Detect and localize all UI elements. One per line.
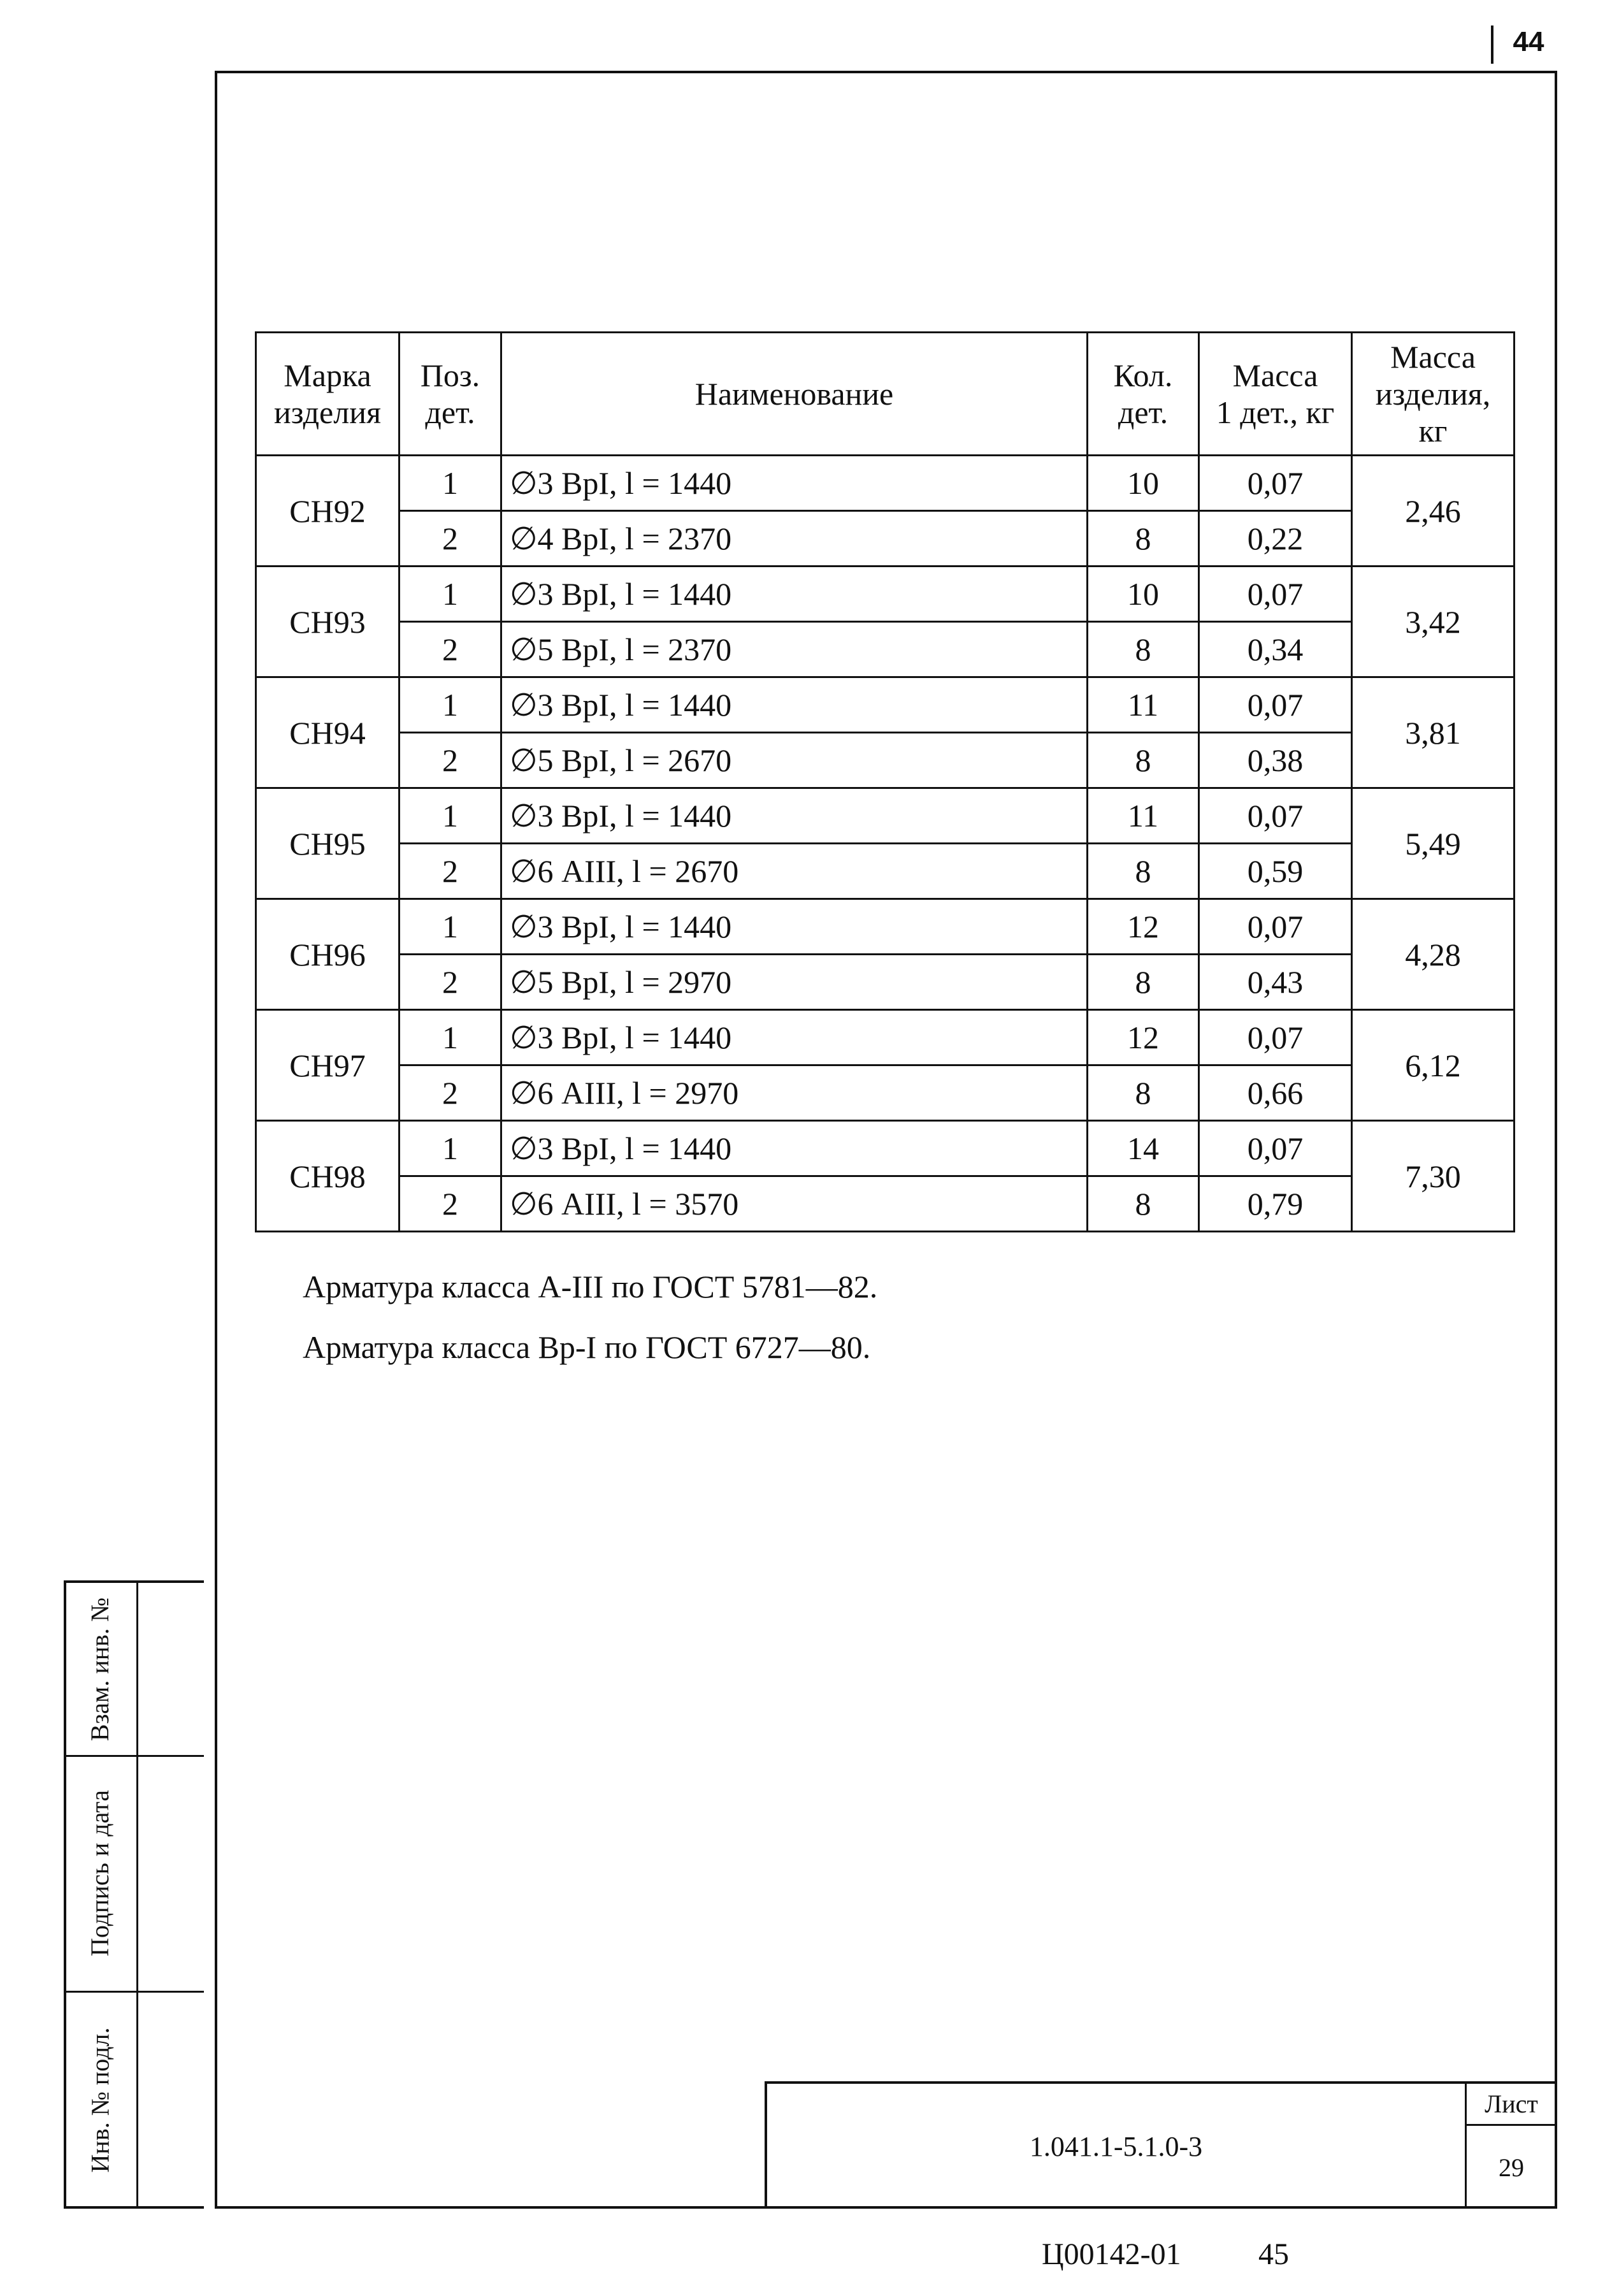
table-row <box>256 1176 1515 1232</box>
pos-cell: 2 <box>399 622 501 677</box>
table-row <box>256 567 1515 622</box>
mark-cell: СН98 <box>256 1121 399 1232</box>
name-cell: ∅3 ВрI, l = 1440 <box>501 899 1088 955</box>
table-row <box>256 456 1515 511</box>
pos-cell: 2 <box>399 733 501 788</box>
qty-cell: 8 <box>1088 955 1199 1010</box>
name-cell: ∅6 АIII, l = 3570 <box>501 1176 1088 1232</box>
mass-cell: 0,34 <box>1199 622 1352 677</box>
table-row <box>256 844 1515 899</box>
mass-cell: 0,07 <box>1199 456 1352 511</box>
table-row <box>256 899 1515 955</box>
qty-cell: 12 <box>1088 899 1199 955</box>
sidebar-label-replace-inv: Взам. инв. № <box>85 1597 115 1741</box>
qty-cell: 10 <box>1088 567 1199 622</box>
mark-cell: СН93 <box>256 567 399 677</box>
name-cell: ∅3 ВрI, l = 1440 <box>501 1121 1088 1176</box>
table-row <box>256 622 1515 677</box>
footer-page-number: 45 <box>1258 2237 1289 2271</box>
mark-cell: СН96 <box>256 899 399 1010</box>
approval-sidebar <box>64 1580 204 2209</box>
sheet-number: 29 <box>1499 2153 1524 2182</box>
mass-cell: 0,38 <box>1199 733 1352 788</box>
pos-cell: 2 <box>399 1176 501 1232</box>
pos-cell: 1 <box>399 1010 501 1065</box>
name-cell: ∅5 ВрI, l = 2670 <box>501 733 1088 788</box>
qty-cell: 8 <box>1088 1065 1199 1121</box>
table-row <box>256 511 1515 567</box>
name-cell: ∅3 ВрI, l = 1440 <box>501 456 1088 511</box>
table-row <box>256 677 1515 733</box>
pos-cell: 1 <box>399 788 501 844</box>
qty-cell: 8 <box>1088 733 1199 788</box>
pos-cell: 1 <box>399 677 501 733</box>
pos-cell: 1 <box>399 899 501 955</box>
mark-cell: СН94 <box>256 677 399 788</box>
table-row <box>256 1010 1515 1065</box>
total-mass-cell: 3,42 <box>1352 567 1515 677</box>
mass-cell: 0,07 <box>1199 1121 1352 1176</box>
name-cell: ∅5 ВрI, l = 2970 <box>501 955 1088 1010</box>
table-header-row <box>256 333 1515 456</box>
specification-table <box>255 331 1515 1232</box>
total-mass-cell: 5,49 <box>1352 788 1515 899</box>
total-mass-cell: 7,30 <box>1352 1121 1515 1232</box>
mark-cell: СН97 <box>256 1010 399 1121</box>
name-cell: ∅3 ВрI, l = 1440 <box>501 567 1088 622</box>
mark-cell: СН95 <box>256 788 399 899</box>
table-row <box>256 955 1515 1010</box>
mass-cell: 0,07 <box>1199 677 1352 733</box>
mass-cell: 0,07 <box>1199 899 1352 955</box>
total-mass-cell: 3,81 <box>1352 677 1515 788</box>
qty-cell: 11 <box>1088 677 1199 733</box>
sheet-label: Лист <box>1467 2084 1556 2126</box>
table-row <box>256 1121 1515 1176</box>
mass-cell: 0,43 <box>1199 955 1352 1010</box>
name-cell: ∅3 ВрI, l = 1440 <box>501 788 1088 844</box>
pos-cell: 2 <box>399 1065 501 1121</box>
mass-cell: 0,22 <box>1199 511 1352 567</box>
mass-cell: 0,07 <box>1199 788 1352 844</box>
header-mark: Марка изделия <box>256 333 399 456</box>
pos-cell: 2 <box>399 511 501 567</box>
mark-cell: СН92 <box>256 456 399 567</box>
qty-cell: 14 <box>1088 1121 1199 1176</box>
header-pos: Поз. дет. <box>399 333 501 456</box>
table-row <box>256 1065 1515 1121</box>
name-cell: ∅4 ВрI, l = 2370 <box>501 511 1088 567</box>
note-reinforcement-vr1: Арматура класса Вр-I по ГОСТ 6727—80. <box>303 1329 871 1365</box>
mass-cell: 0,07 <box>1199 567 1352 622</box>
qty-cell: 11 <box>1088 788 1199 844</box>
pos-cell: 2 <box>399 955 501 1010</box>
pos-cell: 1 <box>399 567 501 622</box>
mass-cell: 0,66 <box>1199 1065 1352 1121</box>
table-row <box>256 733 1515 788</box>
sidebar-label-original-inv: Инв. № подл. <box>85 2027 115 2172</box>
corner-page-number: 44 <box>1491 25 1564 64</box>
name-cell: ∅3 ВрI, l = 1440 <box>501 677 1088 733</box>
table-row <box>256 788 1515 844</box>
pos-cell: 1 <box>399 456 501 511</box>
header-mass-total: Масса изделия, кг <box>1352 333 1515 456</box>
note-reinforcement-a3: Арматура класса А-III по ГОСТ 5781—82. <box>303 1269 878 1304</box>
footer-catalog-code: Ц00142-01 <box>1042 2237 1181 2271</box>
name-cell: ∅6 АIII, l = 2970 <box>501 1065 1088 1121</box>
total-mass-cell: 6,12 <box>1352 1010 1515 1121</box>
header-name: Наименование <box>501 333 1088 456</box>
qty-cell: 8 <box>1088 1176 1199 1232</box>
sidebar-label-signature-date: Подпись и дата <box>85 1789 115 1956</box>
name-cell: ∅6 АIII, l = 2670 <box>501 844 1088 899</box>
header-qty: Кол. дет. <box>1088 333 1199 456</box>
mass-cell: 0,07 <box>1199 1010 1352 1065</box>
qty-cell: 12 <box>1088 1010 1199 1065</box>
pos-cell: 2 <box>399 844 501 899</box>
name-cell: ∅3 ВрI, l = 1440 <box>501 1010 1088 1065</box>
mass-cell: 0,59 <box>1199 844 1352 899</box>
qty-cell: 8 <box>1088 511 1199 567</box>
header-mass-piece: Масса 1 дет., кг <box>1199 333 1352 456</box>
qty-cell: 8 <box>1088 622 1199 677</box>
total-mass-cell: 4,28 <box>1352 899 1515 1010</box>
mass-cell: 0,79 <box>1199 1176 1352 1232</box>
qty-cell: 8 <box>1088 844 1199 899</box>
document-code: 1.041.1-5.1.0-3 <box>767 2084 1467 2209</box>
pos-cell: 1 <box>399 1121 501 1176</box>
name-cell: ∅5 ВрI, l = 2370 <box>501 622 1088 677</box>
total-mass-cell: 2,46 <box>1352 456 1515 567</box>
title-block <box>765 2081 1556 2209</box>
qty-cell: 10 <box>1088 456 1199 511</box>
